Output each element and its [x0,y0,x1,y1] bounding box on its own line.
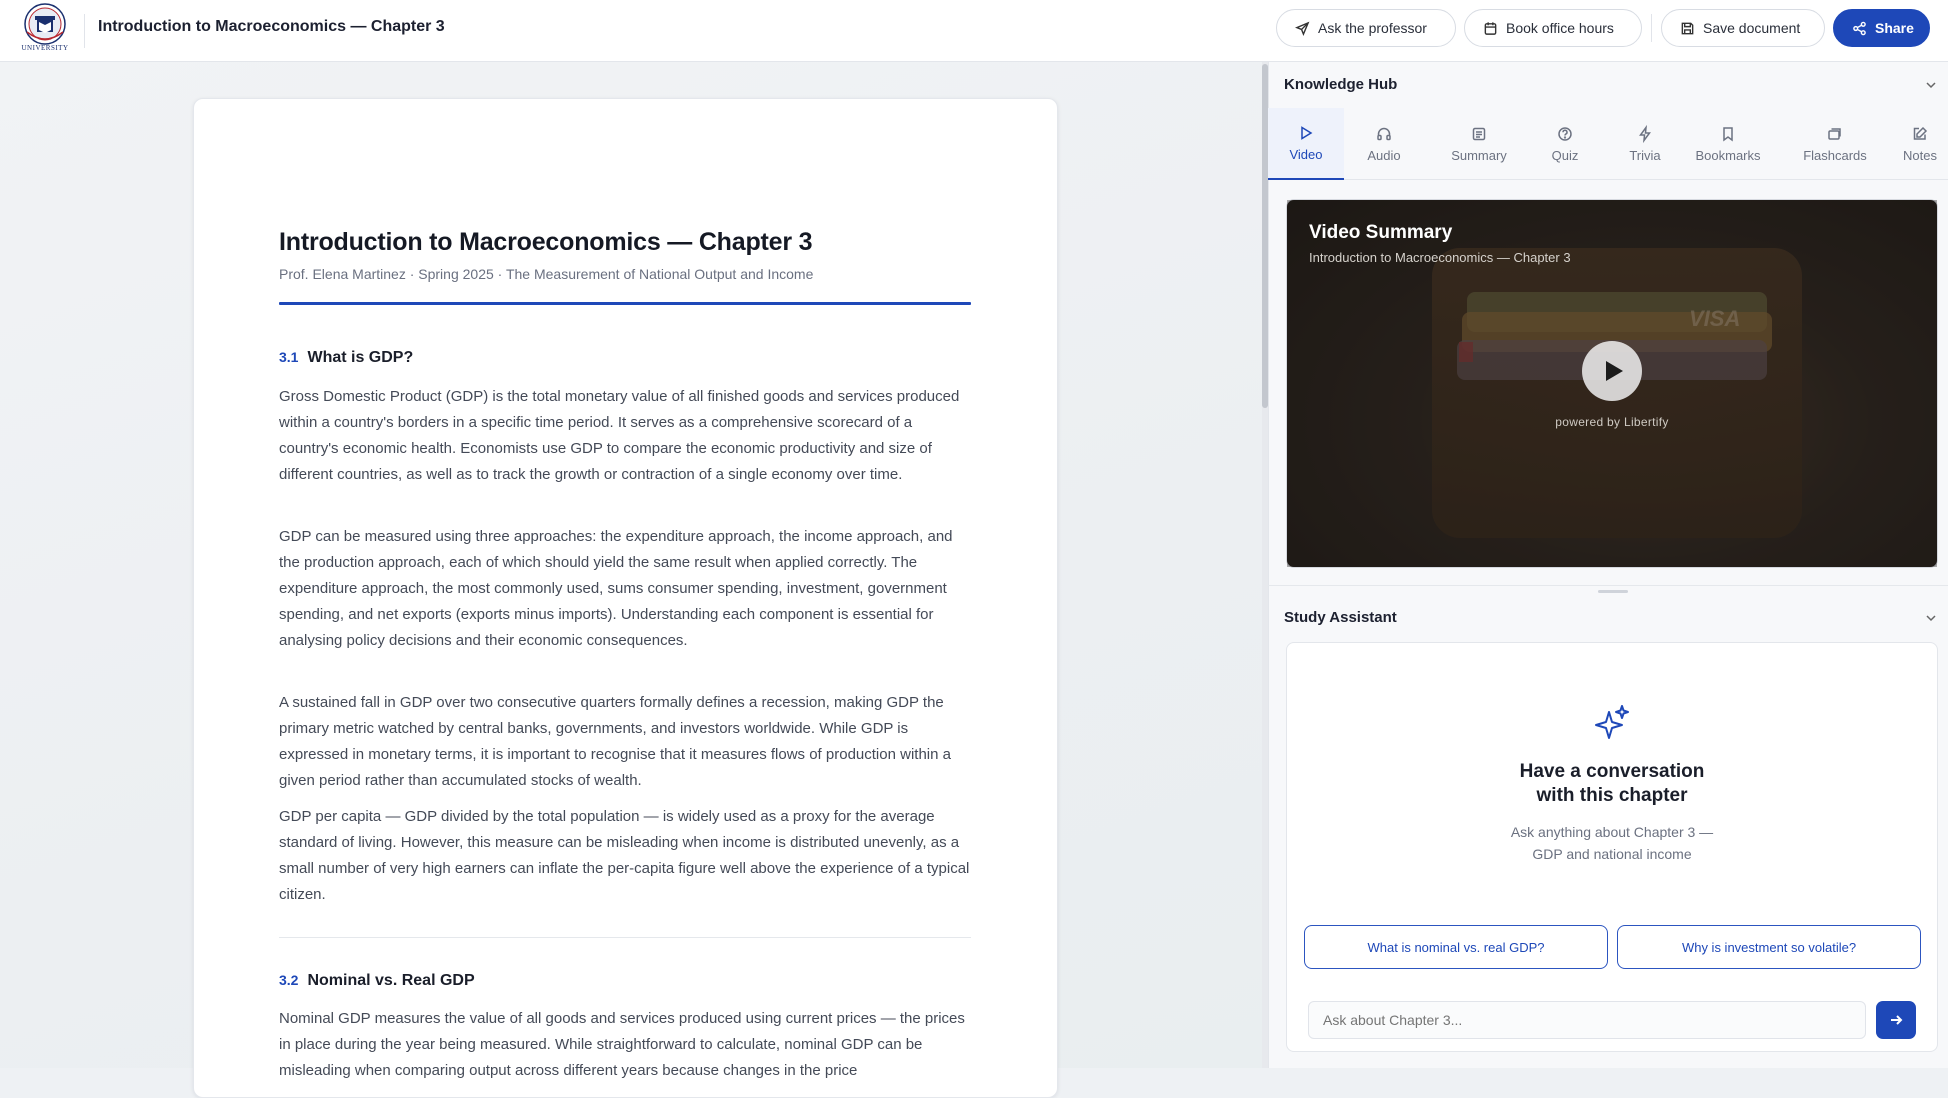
save-document-button[interactable] [1661,9,1825,47]
send-icon [1295,21,1310,36]
tab-bookmarks[interactable] [1682,108,1774,180]
summary-icon [1471,126,1487,142]
chapter-title: Introduction to Macroeconomics — Chapter 3 [279,228,813,256]
book-office-hours-button[interactable] [1464,9,1642,47]
video-title: Video Summary [1309,222,1453,243]
video-subtitle: Introduction to Macroeconomics — Chapter 3 [1309,250,1571,265]
chevron-down-icon[interactable] [1924,78,1938,92]
ask-professor-label: Ask the professor [1318,20,1427,36]
topbar-divider [84,14,85,48]
calendar-icon [1483,21,1498,36]
video-thumbnail-visa-text: VISA [1689,306,1741,331]
section-divider [279,937,971,938]
tab-summary[interactable] [1436,108,1522,180]
title-underline [279,302,971,305]
section-title: Nominal vs. Real GDP [307,972,475,989]
knowledge-hub-tabs [1268,108,1948,180]
book-office-hours-label: Book office hours [1506,20,1614,36]
tab-label: Summary [1451,147,1507,163]
ask-professor-button[interactable] [1276,9,1456,47]
tab-label: Trivia [1629,147,1661,163]
tab-video[interactable] [1268,108,1344,180]
chat-empty-heading [1286,760,1938,808]
chat-heading-line: with this chapter [1536,785,1688,806]
section-number: 3.2 [279,972,299,988]
tab-label: Flashcards [1803,147,1867,163]
flashcards-icon [1827,126,1843,142]
tab-audio[interactable] [1348,108,1420,180]
tab-label: Audio [1367,147,1401,163]
tab-label: Video [1289,146,1323,162]
tab-label: Quiz [1551,147,1579,163]
top-bar [0,0,1948,62]
tab-flashcards[interactable] [1786,108,1884,180]
paragraph: Gross Domestic Product (GDP) is the total monetary value of all finished goods and services produced within a country's borders in a specific time period. It serves as a comprehensive scorecard of a country's economic health. Economists use GDP to compare the economic productivity and size of different countries, as well as to track the growth or contraction of a single economy over time. [279,388,960,483]
bookmark-icon [1720,126,1736,142]
section-title: What is GDP? [307,349,414,366]
powered-by-text: powered by Libertify [1555,415,1669,429]
share-icon [1852,21,1867,36]
knowledge-hub-title: Knowledge Hub [1284,76,1398,93]
chat-heading-line: Have a conversation [1519,761,1705,782]
lightning-icon [1637,126,1653,142]
play-button[interactable] [1582,341,1642,401]
chapter-subtitle: Prof. Elena Martinez · Spring 2025 · The Measurement of National Output and Income [279,266,814,282]
paragraph: A sustained fall in GDP over two consecutive quarters formally defines a recession, making GDP the primary metric watched by central banks, governments, and investors worldwide. While GDP is expressed in monetary terms, it is important to recognise that it measures flows of production within a given period rather than accumulated stocks of wealth. [279,694,951,789]
notes-icon [1912,126,1928,142]
logo-text: UNIVERSITY [21,44,69,52]
video-player[interactable] [1286,199,1938,568]
tab-notes[interactable] [1892,108,1948,180]
suggestion-chip[interactable]: What is nominal vs. real GDP? [1304,925,1608,969]
save-document-label: Save document [1703,20,1801,36]
share-button[interactable] [1833,9,1930,47]
toolbar-separator [1651,14,1652,42]
send-button[interactable] [1876,1001,1916,1039]
save-icon [1680,21,1695,36]
section-number: 3.1 [279,349,299,365]
study-assistant-title: Study Assistant [1284,609,1397,626]
play-icon [1604,360,1624,382]
chat-empty-subtitle [1286,821,1938,865]
suggestion-chip[interactable]: Why is investment so volatile? [1617,925,1921,969]
resize-handle[interactable] [1598,590,1628,593]
question-icon [1557,126,1573,142]
tab-quiz[interactable] [1530,108,1600,180]
panel-divider [1268,585,1948,586]
paragraph: Nominal GDP measures the value of all goods and services produced using current prices — the prices in place during the year being measured. While straightforward to calculate, nominal GDP can be misleading when comparing output across different years because changes in the price [279,1010,965,1079]
chevron-down-icon[interactable] [1924,611,1938,625]
arrow-right-icon [1888,1012,1904,1028]
section-heading [279,972,475,990]
paragraph: GDP can be measured using three approaches: the expenditure approach, the income approach, and the production approach, each of which should yield the same result when applied correctly. The expenditure approach, the most commonly used, sums consumer spending, investment, government spending, and net exports (exports minus imports). Understanding each component is essential for analysing policy decisions and their economic consequences. [279,528,953,649]
chat-subtitle-line: GDP and national income [1532,846,1692,862]
chat-input[interactable] [1308,1001,1866,1039]
tab-label: Bookmarks [1695,147,1761,163]
section-heading [279,349,413,367]
headphones-icon [1376,126,1392,142]
play-icon [1298,125,1314,141]
chat-subtitle-line: Ask anything about Chapter 3 — [1510,824,1714,840]
share-label: Share [1875,20,1914,36]
document-title: Introduction to Macroeconomics — Chapter 3 [98,18,445,35]
tab-label: Notes [1903,147,1937,163]
sparkles-icon [1592,702,1632,742]
paragraph: GDP per capita — GDP divided by the total population — is widely used as a proxy for the average standard of living. However, this measure can be misleading when income is distributed unevenly, as a small number of very high earners can inflate the per-capita figure well above the experience of a typical citizen. [279,808,970,903]
tab-trivia[interactable] [1608,108,1682,180]
